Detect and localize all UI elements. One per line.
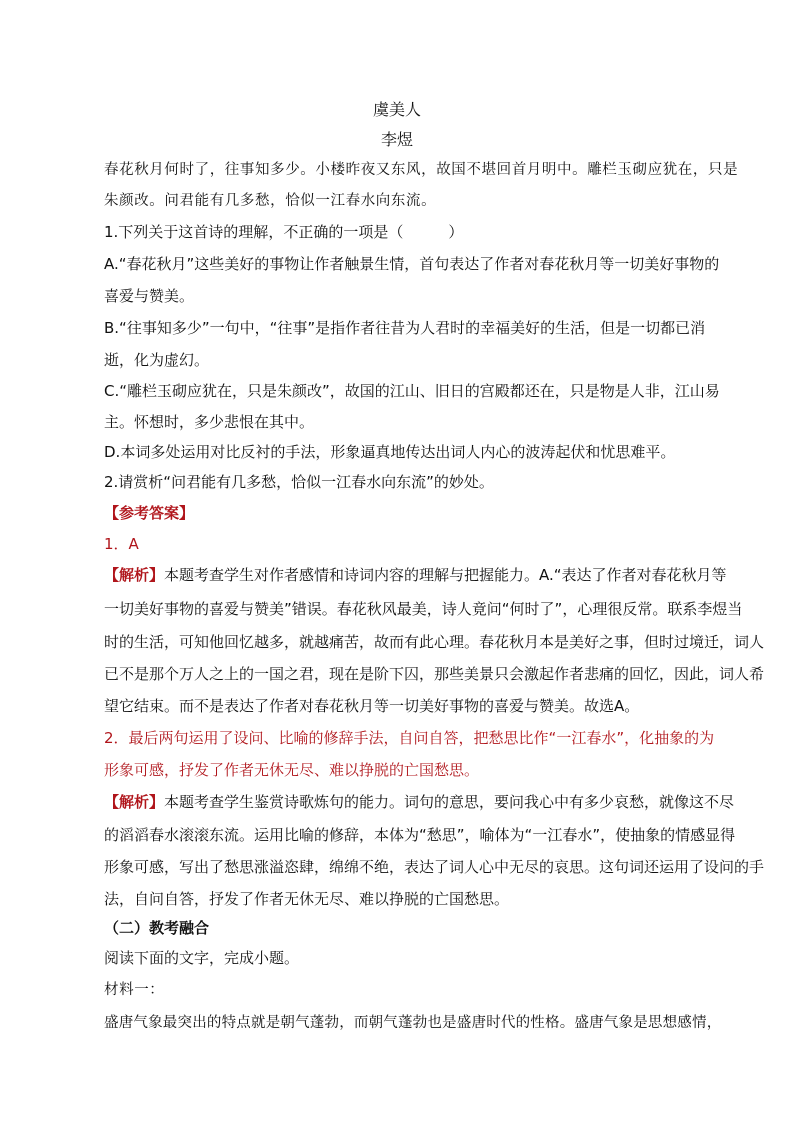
option-c-line-2: 主。怀想时，多少悲恨在其中。 <box>104 413 315 431</box>
analysis-1-line-4: 已不是那个万人之上的一国之君，现在是阶下囚，那些美景只会激起作者悲痛的回忆，因此，词人希 <box>104 665 765 683</box>
option-b-line-1: B.“往事知多少”一句中，“往事”是指作者往昔为人君时的幸福美好的生活，但是一切都已消 <box>104 319 706 337</box>
analysis-2-tag: 【解析】 <box>104 793 165 811</box>
option-c-line-1: C.“雕栏玉砌应犹在，只是朱颜改”，故国的江山、旧日的宫殿都还在，只是物是人非，江山易 <box>104 382 720 400</box>
question-1-stem: 1.下列关于这首诗的理解，不正确的一项是（ ） <box>104 223 464 241</box>
question-2-stem: 2.请赏析“问君能有几多愁，恰似一江春水向东流”的妙处。 <box>104 473 494 491</box>
option-a-line-2: 喜爱与赞美。 <box>104 287 195 305</box>
poem-line-2: 朱颜改。问君能有几多愁，恰似一江春水向东流。 <box>104 193 437 209</box>
analysis-1-line-3: 时的生活，可知他回忆越多，就越痛苦，故而有此心理。春花秋月本是美好之事，但时过境迁，词人 <box>104 633 765 651</box>
analysis-1-line-2: 一切美好事物的喜爱与赞美”错误。春花秋风最美，诗人竟问“何时了”，心理很反常。联系李煜当 <box>104 600 743 618</box>
analysis-2-line-1 <box>104 792 734 812</box>
analysis-2-line-2: 的滔滔春水滚滚东流。运用比喻的修辞，本体为“愁思”，喻体为“一江春水”，使抽象的情感显得 <box>104 826 736 844</box>
material-label: 材料一： <box>104 982 165 998</box>
answer-2-line-2: 形象可感，抒发了作者无休无尽、难以挣脱的亡国愁思。 <box>104 761 480 779</box>
answer-1: 1．A <box>104 535 139 553</box>
analysis-1-text: 本题考查学生对作者感情和诗词内容的理解与把握能力。A.“表达了作者对春花秋月等 <box>164 566 727 584</box>
section-2-instruction: 阅读下面的文字，完成小题。 <box>104 949 300 967</box>
answer-2-line-1: 2．最后两句运用了设问、比喻的修辞手法，自问自答，把愁思比作“一江春水”，化抽象的为 <box>104 729 715 747</box>
option-d: D.本词多处运用对比反衬的手法，形象逼真地传达出词人内心的波涛起伏和忧思难平。 <box>104 443 676 461</box>
answer-heading: 【参考答案】 <box>104 504 195 522</box>
analysis-1-tag: 【解析】 <box>104 566 165 584</box>
analysis-1-line-1 <box>104 565 727 585</box>
option-b-line-2: 逝，化为虚幻。 <box>104 351 210 369</box>
poem-author: 李煜 <box>380 130 413 149</box>
analysis-2-line-4: 法，自问自答，抒发了作者无休无尽、难以挣脱的亡国愁思。 <box>104 890 510 908</box>
poem-title: 虞美人 <box>372 100 421 119</box>
poem-line-1: 春花秋月何时了，往事知多少。小楼昨夜又东风，故国不堪回首月明中。雕栏玉砌应犹在，只是 <box>104 162 739 178</box>
material-line-1: 盛唐气象最突出的特点就是朝气蓬勃，而朝气蓬勃也是盛唐时代的性格。盛唐气象是思想感情， <box>104 1015 722 1031</box>
analysis-1-line-5: 望它结束。而不是表达了作者对春花秋月等一切美好事物的喜爱与赞美。故选A。 <box>104 697 640 715</box>
analysis-2-text: 本题考查学生鉴赏诗歌炼句的能力。词句的意思，要问我心中有多少哀愁，就像这不尽 <box>164 793 735 811</box>
section-2-heading: （二）教考融合 <box>104 919 210 937</box>
option-a-line-1: A.“春花秋月”这些美好的事物让作者触景生情，首句表达了作者对春花秋月等一切美好事物的 <box>104 255 720 273</box>
analysis-2-line-3: 形象可感，写出了愁思涨溢恣肆，绵绵不绝，表达了词人心中无尽的哀思。这句词还运用了设问的手 <box>104 858 765 876</box>
